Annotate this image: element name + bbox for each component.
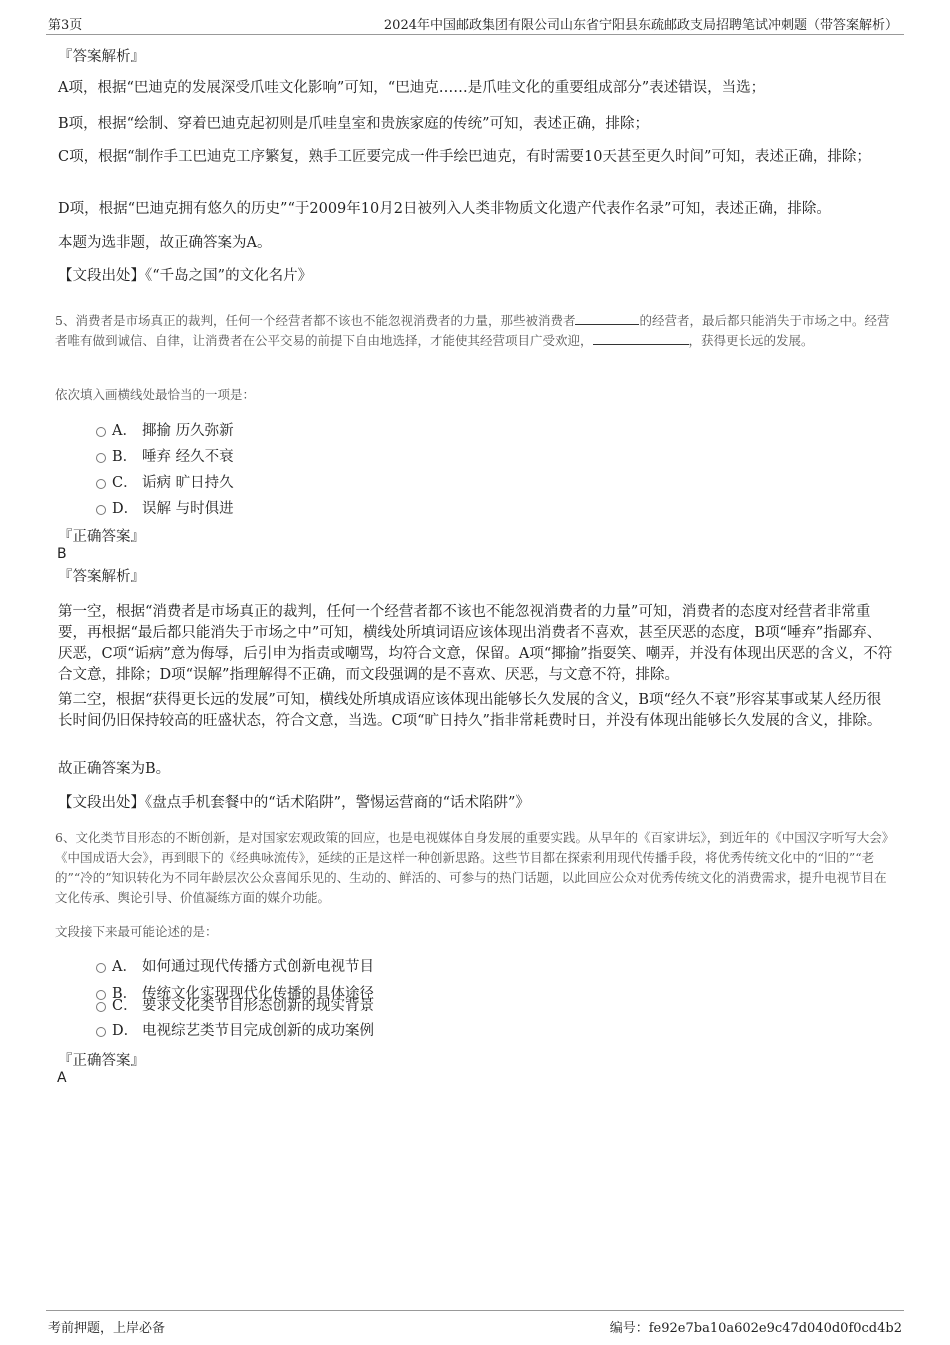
- radio-icon[interactable]: [96, 963, 106, 973]
- q5-stem-part-2: 的经营者，最后都只能消失于市场之中。经营者唯有做到诚信、自律，让消费者在公平交易的前提下自由地选择，才能使其经营项目广受欢迎，: [55, 313, 890, 348]
- q6-option-c[interactable]: [96, 996, 374, 1016]
- radio-icon[interactable]: [96, 427, 106, 437]
- option-letter: D．: [112, 1023, 139, 1039]
- page-header: [46, 12, 904, 35]
- q5-option-a[interactable]: [96, 421, 234, 441]
- option-letter: A．: [112, 959, 137, 975]
- q6-correct-label: 『正确答案』: [58, 1053, 145, 1069]
- q5-prompt: 依次填入画横线处最恰当的一项是：: [55, 387, 256, 402]
- page-number: 第3页: [48, 18, 83, 33]
- option-text: 唾弃 经久不衰: [142, 449, 234, 465]
- option-text: 误解 与时俱进: [142, 501, 234, 517]
- q4-analysis-b: B项，根据“绘制、穿着巴迪克起初则是爪哇皇室和贵族家庭的传统”可知，表述正确，排除；: [58, 116, 649, 132]
- q6-prompt: 文段接下来最可能论述的是：: [55, 924, 218, 939]
- q4-analysis-label: 『答案解析』: [58, 49, 145, 65]
- option-letter: A．: [112, 423, 137, 439]
- q5-stem-part-1: 5、消费者是市场真正的裁判，任何一个经营者都不该也不能忽视消费者的力量，那些被消费者: [55, 313, 576, 328]
- footer-serial: 编号：fe92e7ba10a602e9c47d040d0f0cd4b2: [609, 1321, 902, 1336]
- option-text: 要求文化类节目形态创新的现实背景: [142, 998, 374, 1014]
- q4-conclusion: 本题为选非题，故正确答案为A。: [58, 235, 272, 251]
- option-letter: B．: [112, 449, 138, 465]
- q5-option-b[interactable]: [96, 447, 234, 467]
- q4-analysis-c: C项，根据“制作手工巴迪克工序繁复，熟手工匠要完成一件手绘巴迪克，有时需要10天甚至更久时间”可知，表述正确，排除；: [58, 149, 871, 165]
- q5-blank-2: [593, 332, 689, 345]
- q4-analysis-d: D项，根据“巴迪克拥有悠久的历史”“于2009年10月2日被列入人类非物质文化遗产代表作名录”可知，表述正确，排除。: [58, 201, 831, 217]
- q5-analysis-p1: 第一空，根据“消费者是市场真正的裁判，任何一个经营者都不该也不能忽视消费者的力量”可知，消费者的态度对经营者非常重要，再根据“最后都只能消失于市场之中”可知，横线处所填词语应该体现出消费者不喜欢，甚至厌恶的态度，B项“唾弃”指鄙弃、厌恶，C项“诟病”意为侮辱，后引申为指责或嘲骂，均符合文意，保留。A项“揶揄”指耍笑、嘲弄，并没有体现出厌恶的含义，不符合文意，排除；D项“误解”指理解得不正确，而文段强调的是不喜欢、厌恶，与文意不符，排除。: [58, 604, 893, 683]
- document-title: 2024年中国邮政集团有限公司山东省宁阳县东疏邮政支局招聘笔试冲刺题（带答案解析）: [383, 18, 898, 33]
- option-text: 诟病 旷日持久: [142, 475, 234, 491]
- option-letter: D．: [112, 501, 139, 517]
- q6-answer: A: [57, 1070, 67, 1086]
- q6-stem: 6、文化类节目形态的不断创新，是对国家宏观政策的回应，也是电视媒体自身发展的重要实践。从早年的《百家讲坛》，到近年的《中国汉字听写大会》《中国成语大会》，再到眼下的《经典咏流传》，延续的正是这样一种创新思路。这些节目都在探索利用现代传播手段，将优秀传统文化中的“旧的”“老的”“冷的”知识转化为不同年龄层次公众喜闻乐见的、生动的、鲜活的、可参与的热门话题，以此回应公众对优秀传统文化的消费需求，提升电视节目在文化传承、舆论引导、价值凝练方面的媒介功能。: [55, 830, 895, 905]
- radio-icon[interactable]: [96, 1027, 106, 1037]
- page-footer: [46, 1310, 904, 1339]
- q5-analysis-p2: 第二空，根据“获得更长远的发展”可知，横线处所填成语应该体现出能够长久发展的含义，B项“经久不衰”形容某事或某人经历很长时间仍旧保持较高的旺盛状态，符合文意，当选。C项“旷日持久”指非常耗费时日，并没有体现出能够长久发展的含义，排除。: [58, 692, 882, 729]
- q4-source: 【文段出处】《“千岛之国”的文化名片》: [58, 268, 313, 284]
- radio-icon[interactable]: [96, 1002, 106, 1012]
- option-text: 电视综艺类节目完成创新的成功案例: [142, 1023, 374, 1039]
- q5-stem: [55, 311, 895, 351]
- option-text: 如何通过现代传播方式创新电视节目: [142, 959, 374, 975]
- radio-icon[interactable]: [96, 453, 106, 463]
- q5-stem-part-3: ，获得更长远的发展。: [688, 333, 814, 348]
- q5-correct-label: 『正确答案』: [58, 529, 145, 545]
- option-letter: C．: [112, 475, 138, 491]
- q5-conclusion: 故正确答案为B。: [58, 761, 171, 777]
- q5-analysis-label: 『答案解析』: [58, 569, 145, 585]
- q5-option-d[interactable]: [96, 499, 234, 519]
- q5-source: 【文段出处】《盘点手机套餐中的“话术陷阱”，警惕运营商的“话术陷阱”》: [58, 795, 530, 811]
- q4-analysis-a: A项，根据“巴迪克的发展深受爪哇文化影响”可知，“巴迪克……是爪哇文化的重要组成部分”表述错误，当选；: [58, 80, 766, 96]
- q5-blank-1: [575, 312, 639, 325]
- radio-icon[interactable]: [96, 505, 106, 515]
- q6-option-a[interactable]: [96, 957, 374, 977]
- option-letter: C．: [112, 998, 138, 1014]
- radio-icon[interactable]: [96, 479, 106, 489]
- q5-option-c[interactable]: [96, 473, 234, 493]
- option-text: 揶揄 历久弥新: [142, 423, 234, 439]
- option-text: 传统文化实现现代化传播的具体途径: [142, 986, 374, 1002]
- q5-answer: B: [57, 546, 67, 562]
- footer-slogan: 考前押题，上岸必备: [48, 1321, 166, 1336]
- option-letter: B．: [112, 986, 138, 1002]
- q6-option-d[interactable]: [96, 1021, 374, 1041]
